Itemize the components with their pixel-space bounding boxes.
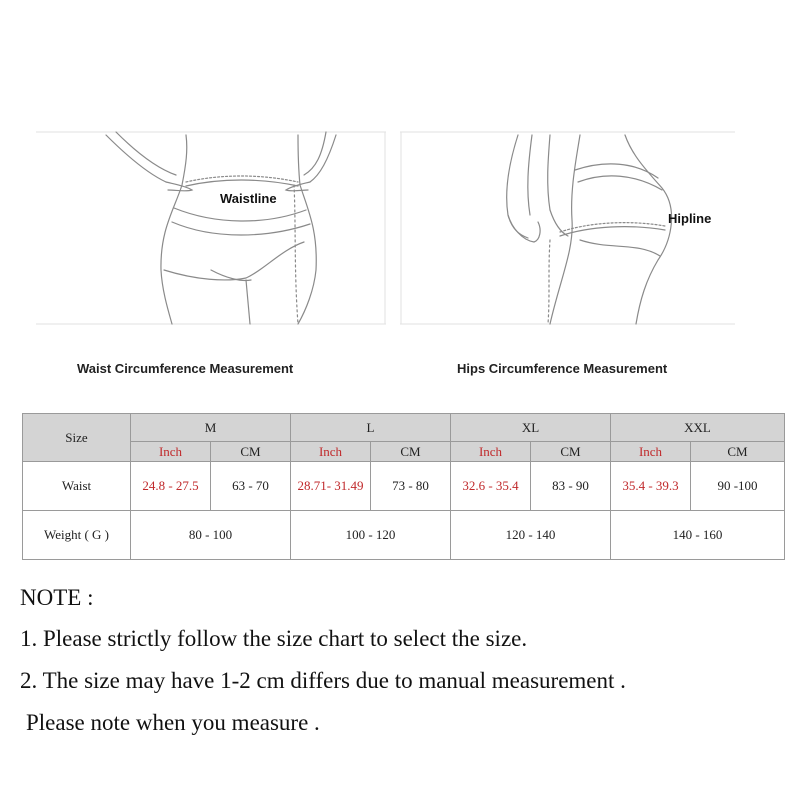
waist-m-inch: 24.8 - 27.5 [131,462,211,511]
weight-row-label: Weight ( G ) [23,511,131,560]
hips-measurement-illustration [400,130,735,325]
note-line-2: 2. The size may have 1-2 cm differs due to manual measurement . [20,668,626,693]
waist-xl-cm: 83 - 90 [531,462,611,511]
weight-xl: 120 - 140 [451,511,611,560]
unit-cm-header: CM [531,442,611,462]
waist-caption: Waist Circumference Measurement [77,361,294,376]
waist-xxl-cm: 90 -100 [691,462,785,511]
waist-m-cm: 63 - 70 [211,462,291,511]
unit-cm-header: CM [691,442,785,462]
waist-row-label: Waist [23,462,131,511]
waistline-label: Waistline [220,191,277,206]
waist-xxl-inch: 35.4 - 39.3 [611,462,691,511]
hips-figure-drawing [400,130,735,325]
waist-row [23,462,785,511]
waist-l-cm: 73 - 80 [371,462,451,511]
hipline-label: Hipline [668,211,712,226]
waist-l-inch: 28.71- 31.49 [291,462,371,511]
size-m-header: M [131,414,291,442]
unit-cm-header: CM [211,442,291,462]
weight-row [23,511,785,560]
size-xl-header: XL [451,414,611,442]
unit-header-row [23,442,785,462]
size-chart-table [22,413,785,560]
waist-measurement-illustration [36,130,386,325]
unit-inch-header: Inch [611,442,691,462]
unit-inch-header: Inch [451,442,531,462]
note-title: NOTE : [20,585,94,610]
weight-l: 100 - 120 [291,511,451,560]
size-xxl-header: XXL [611,414,785,442]
size-header-cell: Size [23,414,131,462]
size-l-header: L [291,414,451,442]
unit-inch-header: Inch [291,442,371,462]
note-line-1: 1. Please strictly follow the size chart to select the size. [20,626,528,651]
unit-cm-header: CM [371,442,451,462]
size-header-row [23,414,785,442]
unit-inch-header: Inch [131,442,211,462]
weight-xxl: 140 - 160 [611,511,785,560]
weight-m: 80 - 100 [131,511,291,560]
waist-figure-drawing [36,130,386,325]
note-line-3: Please note when you measure . [26,710,320,735]
hips-caption: Hips Circumference Measurement [457,361,668,376]
waist-xl-inch: 32.6 - 35.4 [451,462,531,511]
